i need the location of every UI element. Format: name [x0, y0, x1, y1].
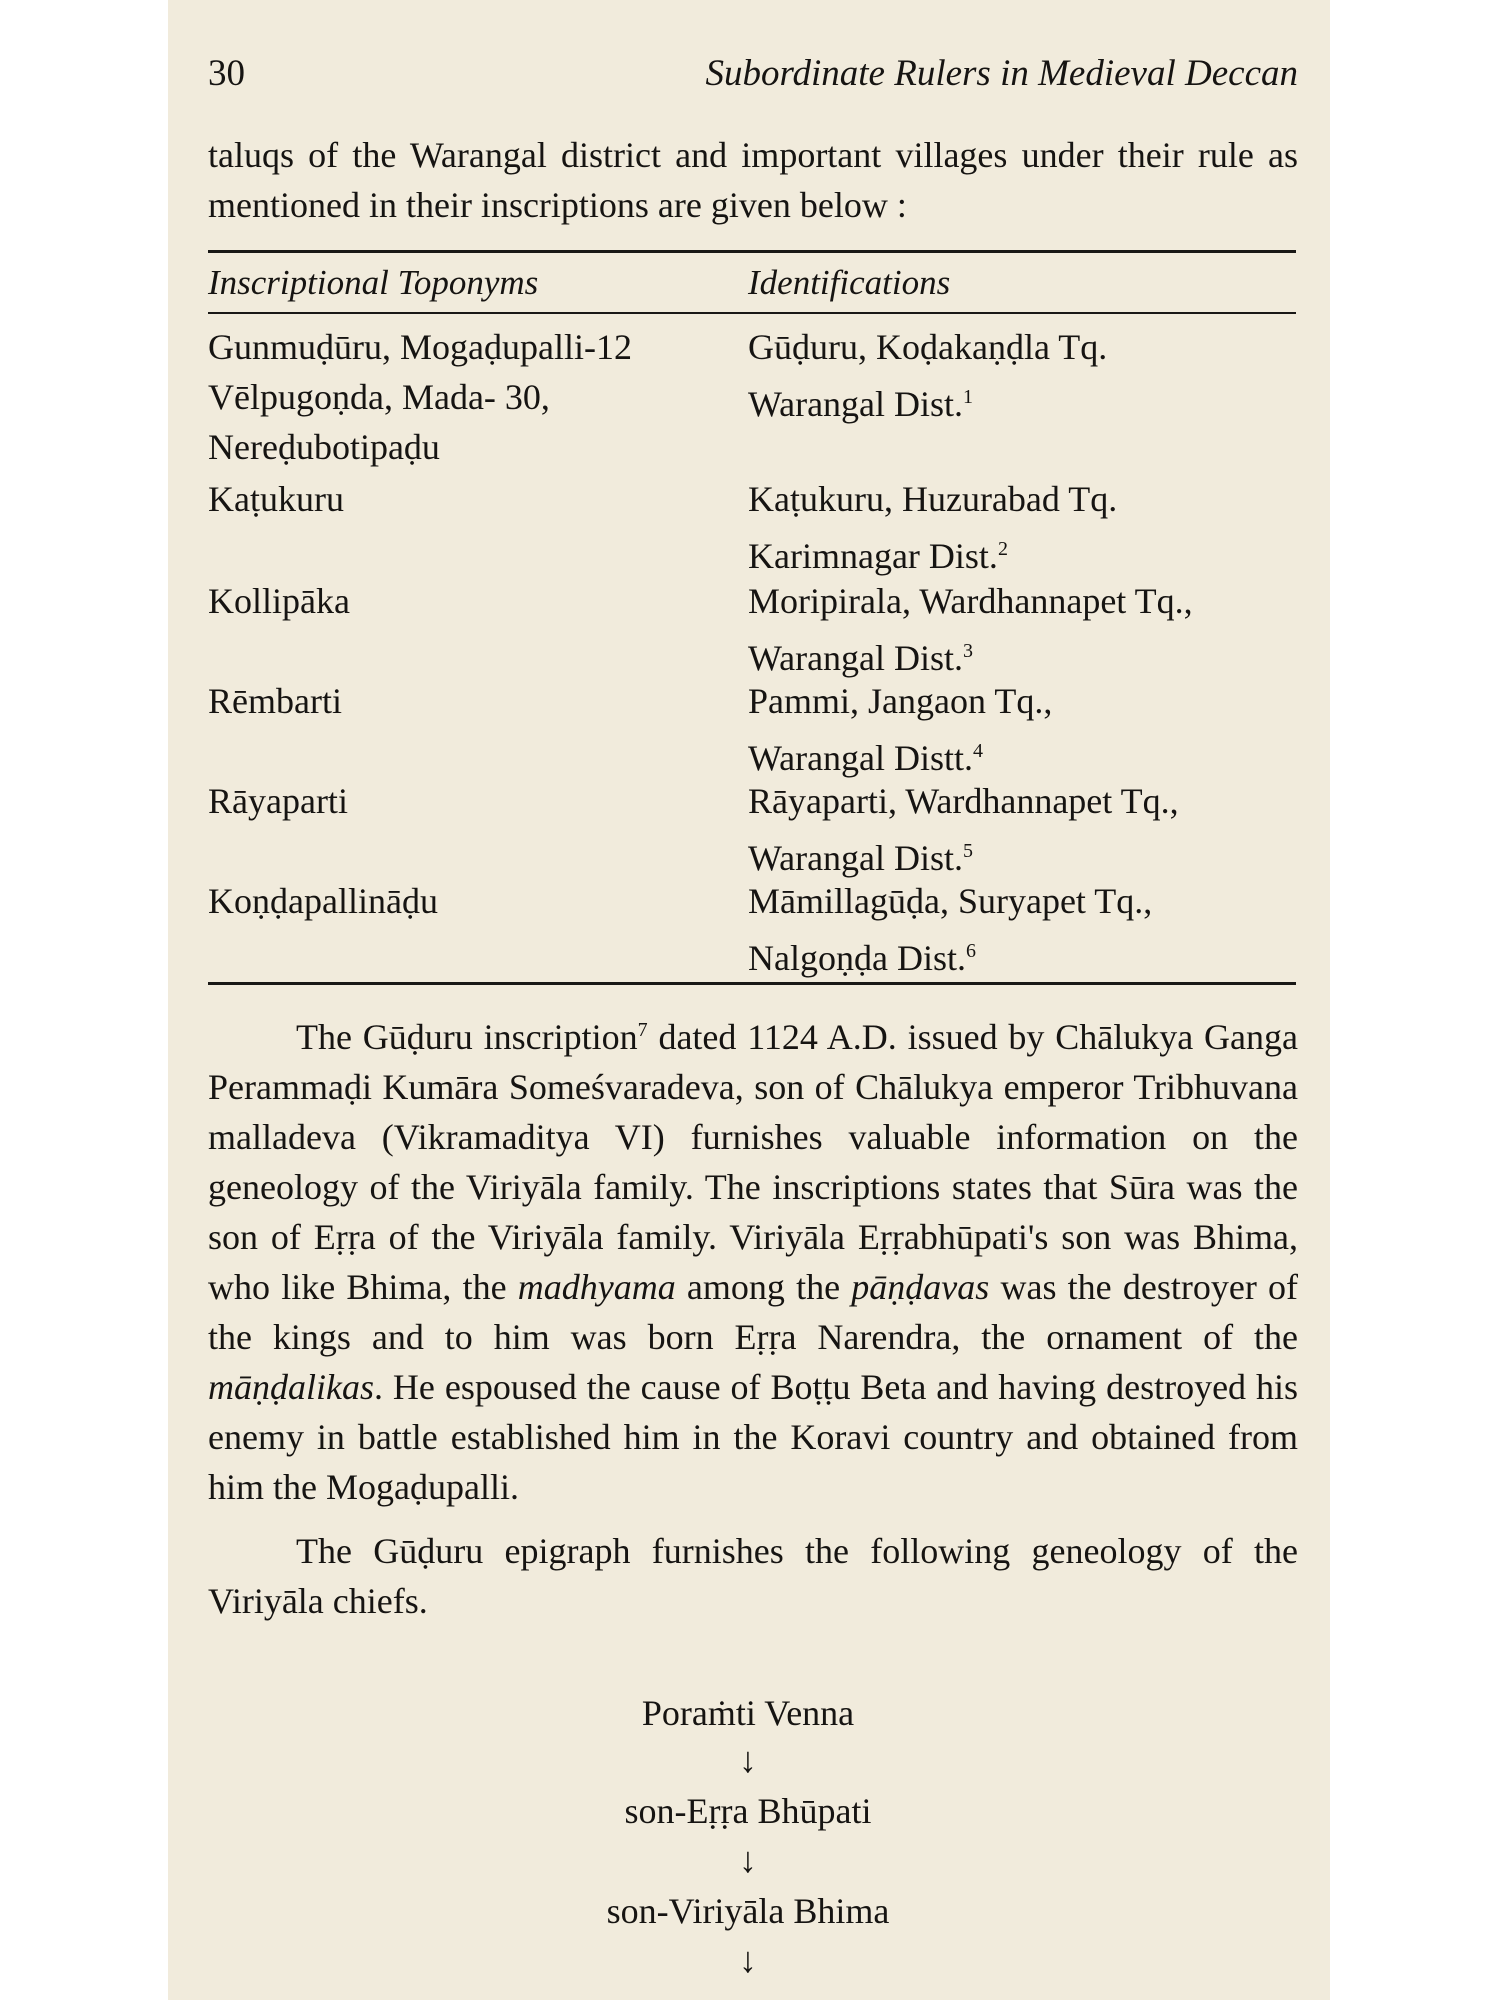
identification-cell: Gūḍuru, Koḍakaṇḍla Tq. — [748, 327, 1108, 367]
toponym-cell: Gunmuḍūru, Mogaḍupalli-12 — [208, 327, 632, 367]
identification-cell: Rāyaparti, Wardhannapet Tq., — [748, 781, 1179, 821]
footnote-marker: 3 — [963, 640, 974, 662]
identification-cell: Warangal Dist.$^3$ — [748, 638, 974, 678]
identification-cell: Warangal Distt.$^4$ — [748, 738, 984, 778]
paragraph: The Gūḍuru epigraph furnishes the following geneology of the Viriyāla chiefs. — [208, 1531, 1298, 1621]
table-header-identifications: Identifications — [748, 263, 951, 302]
footnote-marker: 2 — [997, 538, 1008, 560]
toponym-cell: Kollipāka — [208, 581, 350, 621]
page-header — [208, 48, 1298, 98]
paragraph: The Gūḍuru inscription$^7$ dated 1124 A.D. issued by Chālukya Ganga Perammaḍi Kumāra Someśvaradeva, son of Chālukya emperor Tribhuvana malladeva (Vikramaditya VI) furnishes valuable information on the geneology of the Viriyāla family. The inscriptions states that Sūra was the son of Eṛṛa of the Viriyāla family. Viriyāla Eṛṛabhūpati's son was Bhima, who like Bhima, the madhyama among the pāṇḍavas was the destroyer of the kings and to him was born Eṛṛa Narendra, the ornament of the māṇḍalikas. He espoused the cause of Boṭṭu Beta and having destroyed his enemy in battle established him in the Koravi country and obtained from him the Mogaḍupalli. — [208, 1017, 1298, 1507]
identification-cell: Warangal Dist.$^1$ — [748, 384, 974, 424]
down-arrow-icon: ↓ — [739, 1740, 757, 1780]
genealogy-name: son-Eṛṛa Bhūpati — [624, 1791, 872, 1831]
identification-cell: Kaṭukuru, Huzurabad Tq. — [748, 479, 1118, 519]
footnote-marker: 5 — [963, 840, 974, 862]
identification-cell: Nalgoṇḍa Dist.$^6$ — [748, 938, 976, 978]
toponym-cell: Rāyaparti — [208, 781, 348, 821]
table-header-rule — [208, 312, 1296, 314]
identification-cell: Māmillagūḍa, Suryapet Tq., — [748, 881, 1153, 921]
identification-cell: Pammi, Jangaon Tq., — [748, 681, 1053, 721]
down-arrow-icon: ↓ — [739, 1940, 757, 1980]
footnote-marker: 6 — [965, 940, 976, 962]
intro-paragraph: taluqs of the Warangal district and important villages under their rule as mentioned in their inscriptions are given below : — [208, 135, 1298, 225]
body-text — [208, 1005, 1298, 1626]
identification-cell: Karimnagar Dist.$^2$ — [748, 536, 1008, 576]
toponym-cell: Vēlpugoṇda, Mada- 30, — [208, 377, 550, 417]
footnote-marker: 7 — [637, 1019, 648, 1041]
toponym-cell: Kaṭukuru — [208, 479, 344, 519]
footnote-marker: 1 — [963, 386, 974, 408]
table-bottom-rule — [208, 982, 1296, 985]
identification-cell: Moripirala, Wardhannapet Tq., — [748, 581, 1193, 621]
down-arrow-icon: ↓ — [739, 1840, 757, 1880]
toponym-cell: Nereḍubotipaḍu — [208, 427, 440, 467]
identification-cell: Warangal Dist.$^5$ — [748, 838, 974, 878]
running-title: Subordinate Rulers in Medieval Deccan — [705, 53, 1298, 94]
genealogy-name: Poraṁti Venna — [641, 1693, 855, 1733]
genealogy-name: son-Viriyāla Bhima — [606, 1891, 890, 1931]
page-number: 30 — [208, 53, 245, 94]
toponym-cell: Rēmbarti — [208, 681, 342, 721]
table-top-rule — [208, 250, 1296, 253]
toponym-cell: Koṇḍapallināḍu — [208, 881, 438, 921]
footnote-marker: 4 — [973, 740, 984, 762]
table-header-toponyms: Inscriptional Toponyms — [208, 263, 539, 302]
